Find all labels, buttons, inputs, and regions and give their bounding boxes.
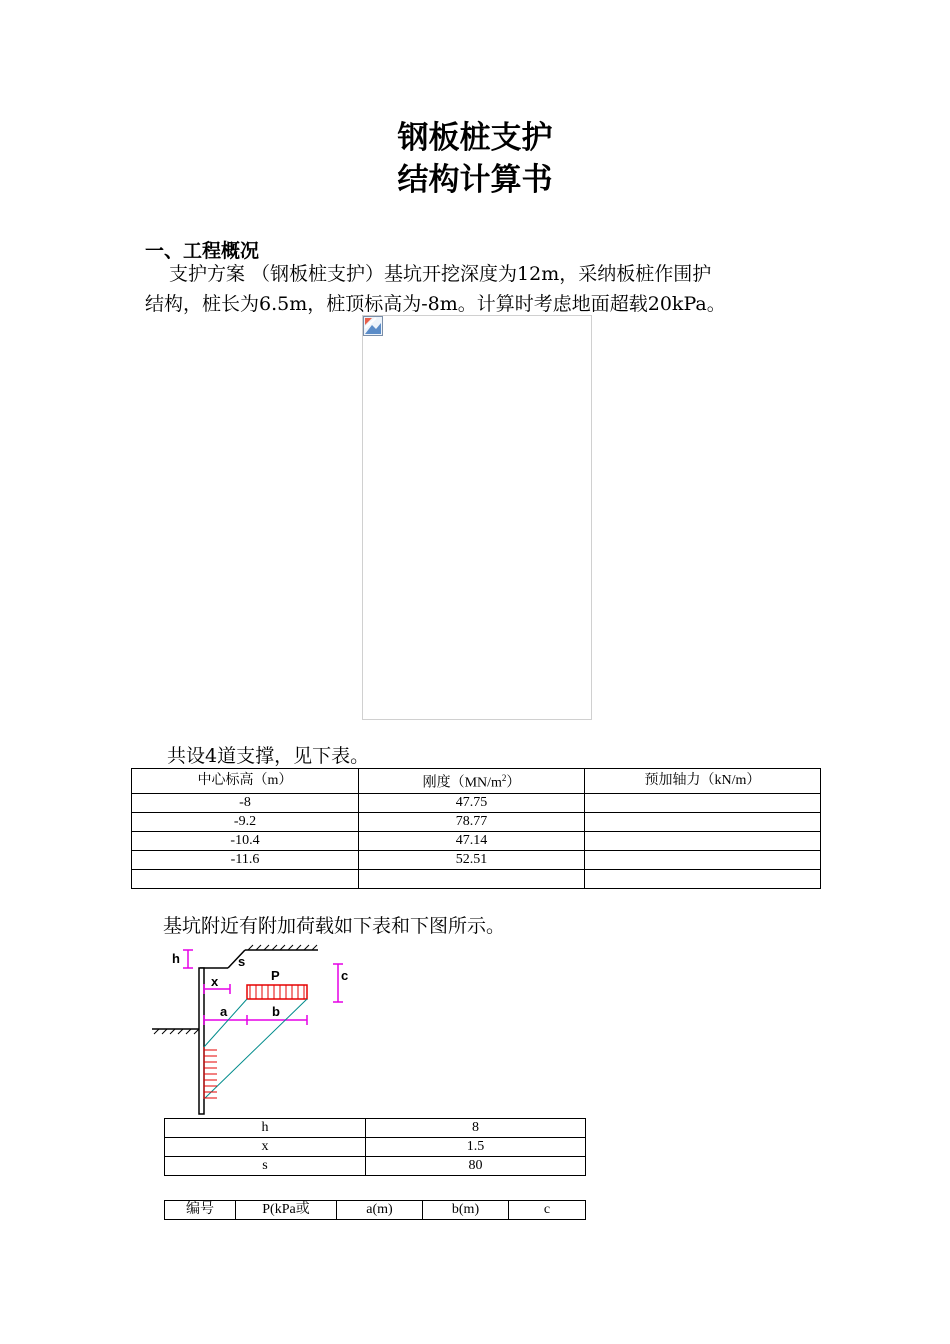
label-h: h xyxy=(172,951,180,966)
surcharge-load-diagram xyxy=(150,942,365,1117)
surcharge-load-arrows xyxy=(250,985,304,999)
header-cell: 刚度$(MN/m^2)$ xyxy=(359,769,585,794)
header-cell: 预加轴力（kN/m） xyxy=(585,769,821,794)
table-cell: 47.14 xyxy=(359,831,585,850)
image-placeholder xyxy=(362,315,592,720)
table-cell: -8 xyxy=(132,793,359,812)
table-cell: 52.51 xyxy=(359,850,585,869)
table-row xyxy=(132,869,821,888)
table-cell: -9.2 xyxy=(132,812,359,831)
table-row xyxy=(132,850,821,869)
label-a: a xyxy=(220,1004,228,1019)
intro-paragraph-line2: 结构，桩长为6.5m，桩顶标高为-8m。计算时考虑地面超载20kPa。 xyxy=(145,293,726,315)
table-cell xyxy=(585,850,821,869)
header-cell: 编号 xyxy=(165,1201,236,1220)
section-heading: 一、工程概况 xyxy=(145,240,260,262)
table-cell: 80 xyxy=(366,1157,586,1176)
table-row xyxy=(165,1138,586,1157)
header-cell: P(kPa或 xyxy=(236,1201,337,1220)
table-cell xyxy=(132,869,359,888)
header-cell: 中心标高（m） xyxy=(132,769,359,794)
table-row xyxy=(165,1119,586,1138)
table-cell: -11.6 xyxy=(132,850,359,869)
doc-title-line2: 结构计算书 xyxy=(397,162,553,198)
table-row xyxy=(132,812,821,831)
table-cell: 78.77 xyxy=(359,812,585,831)
header-cell: b(m) xyxy=(423,1201,509,1220)
doc-title-line1: 钢板桩支护 xyxy=(397,120,553,156)
table-cell: x xyxy=(165,1138,366,1157)
supports-table xyxy=(131,768,821,889)
header-cell: a(m) xyxy=(337,1201,423,1220)
loads-intro: 基坑附近有附加荷载如下表和下图所示。 xyxy=(163,915,506,937)
table-header-row xyxy=(165,1201,586,1220)
table-cell xyxy=(585,793,821,812)
params-table xyxy=(164,1118,586,1176)
label-b: b xyxy=(272,1004,280,1019)
table-cell xyxy=(585,812,821,831)
table-cell xyxy=(585,869,821,888)
table-row xyxy=(132,831,821,850)
table-cell: h xyxy=(165,1119,366,1138)
intro-paragraph-line1: 支护方案 （钢板桩支护）基坑开挖深度为12m，采纳板桩作围护 xyxy=(169,263,712,285)
table-cell xyxy=(359,869,585,888)
label-P: P xyxy=(271,968,280,983)
table-cell: 47.75 xyxy=(359,793,585,812)
table-cell: -10.4 xyxy=(132,831,359,850)
header-cell: c xyxy=(509,1201,586,1220)
table-cell xyxy=(585,831,821,850)
label-c: c xyxy=(341,968,349,983)
table-row xyxy=(165,1157,586,1176)
table-cell: s xyxy=(165,1157,366,1176)
table-cell: 1.5 xyxy=(366,1138,586,1157)
table-header-row xyxy=(132,769,821,794)
lateral-pressure-arrows xyxy=(204,1047,217,1099)
loads-table xyxy=(164,1200,586,1220)
h-dimension xyxy=(183,950,193,968)
broken-image-icon xyxy=(363,316,383,336)
label-s: s xyxy=(238,954,246,969)
supports-intro: 共设4道支撑，见下表。 xyxy=(167,745,370,767)
table-row xyxy=(132,793,821,812)
label-x: x xyxy=(211,974,219,989)
table-cell: 8 xyxy=(366,1119,586,1138)
